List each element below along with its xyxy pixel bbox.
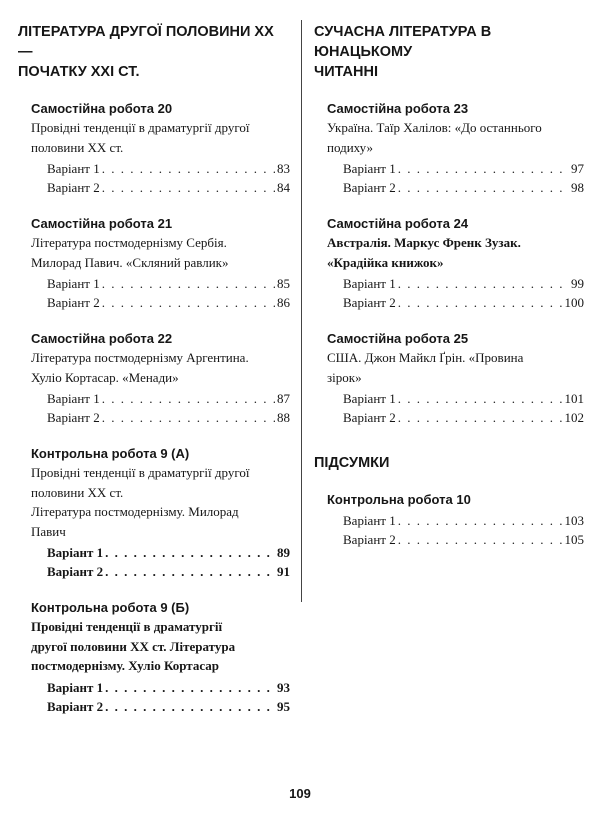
section-title-literature-xx-xxi [18, 22, 290, 82]
variant-list [47, 389, 290, 427]
entry-desc-line: половини XX ст. [31, 139, 124, 155]
dot-leader [398, 293, 563, 312]
toc-variant-link[interactable] [343, 389, 584, 408]
page-ref: 102 [564, 410, 584, 425]
entry-desc [31, 617, 290, 676]
toc-variant-link[interactable] [343, 274, 584, 293]
toc-variant-link[interactable] [343, 511, 584, 530]
dot-leader [105, 678, 275, 697]
entry-title: Контрольна робота 9 (А) [31, 446, 190, 461]
entry-title: Контрольна робота 10 [327, 492, 471, 507]
section-title-line: ЛІТЕРАТУРА ДРУГОЇ ПОЛОВИНИ XX — [18, 24, 274, 60]
entry-title: Самостійна робота 22 [31, 331, 173, 346]
page-ref: 86 [277, 295, 290, 310]
page-ref: 89 [277, 545, 290, 560]
toc-entry-independent-work-25 [327, 330, 584, 427]
variant-list [47, 274, 290, 312]
entry-desc-line: «Крадійка книжок» [327, 254, 444, 270]
page-ref: 88 [277, 410, 290, 425]
toc-entry-independent-work-22 [31, 330, 290, 427]
entry-desc-line: Австралія. Маркус Френк Зузак. [327, 235, 521, 250]
entry-desc-line: Хуліо Кортасар. «Менади» [31, 369, 179, 385]
variant-label: Варіант 2 [47, 698, 104, 714]
toc-variant-link[interactable] [47, 678, 290, 697]
toc-variant-link[interactable] [47, 159, 290, 178]
toc-variant-link[interactable] [47, 543, 290, 562]
variant-label: Варіант 1 [343, 161, 396, 176]
page-ref: 100 [564, 295, 584, 310]
page-ref: 99 [571, 276, 584, 291]
dot-leader [102, 389, 275, 408]
entry-desc-line: Література постмодернізму. Милорад [31, 504, 239, 519]
entry-desc [31, 233, 290, 272]
toc-variant-link[interactable] [47, 178, 290, 197]
entry-title: Самостійна робота 24 [327, 216, 469, 231]
entry-title: Контрольна робота 9 (Б) [31, 600, 190, 615]
page-ref: 105 [564, 532, 584, 547]
entry-desc-line: Павич [31, 523, 66, 539]
variant-label: Варіант 2 [343, 410, 396, 425]
variant-list [47, 159, 290, 197]
section-title-summary: ПІДСУМКИ [314, 455, 390, 471]
dot-leader [398, 159, 569, 178]
page-ref: 85 [277, 276, 290, 291]
entry-desc-line: Література постмодернізму Аргентина. [31, 350, 249, 365]
variant-list [343, 511, 584, 549]
page-ref: 101 [564, 391, 584, 406]
dot-leader [105, 562, 275, 581]
entry-desc [31, 463, 290, 541]
variant-label: Варіант 2 [47, 564, 104, 579]
toc-entry-test-10 [327, 491, 584, 549]
entry-desc-line: зірок» [327, 369, 362, 385]
entry-title: Самостійна робота 23 [327, 101, 469, 116]
variant-label: Варіант 1 [47, 545, 104, 560]
page-ref: 98 [571, 180, 584, 195]
page-ref: 93 [277, 679, 290, 695]
variant-label: Варіант 2 [343, 532, 396, 547]
toc-variant-link[interactable] [47, 562, 290, 581]
section-title-line: СУЧАСНА ЛІТЕРАТУРА В ЮНАЦЬКОМУ [314, 24, 492, 60]
variant-list [47, 678, 290, 716]
page-ref: 83 [277, 161, 290, 176]
toc-entry-independent-work-24 [327, 215, 584, 312]
dot-leader [102, 178, 275, 197]
toc-variant-link[interactable] [47, 274, 290, 293]
toc-entry-test-9b [31, 599, 290, 716]
dot-leader [398, 408, 563, 427]
variant-label: Варіант 2 [47, 410, 100, 425]
column-divider [301, 20, 302, 602]
entry-desc-line: другої половини XX ст. Література [31, 638, 236, 654]
toc-variant-link[interactable] [343, 159, 584, 178]
variant-label: Варіант 2 [47, 295, 100, 310]
entry-desc-line: США. Джон Майкл Ґрін. «Провина [327, 350, 524, 365]
toc-variant-link[interactable] [47, 389, 290, 408]
entry-desc-line: Література постмодернізму Сербія. [31, 235, 227, 250]
toc-entry-independent-work-23 [327, 100, 584, 197]
page-ref: 97 [571, 161, 584, 176]
entry-title: Самостійна робота 21 [31, 216, 173, 231]
entry-desc-line: половини XX ст. [31, 484, 124, 500]
variant-label: Варіант 1 [47, 276, 100, 291]
section-title-line: ПОЧАТКУ XXI СТ. [18, 64, 140, 80]
page-ref: 103 [564, 513, 584, 528]
dot-leader [398, 178, 569, 197]
variant-list [343, 159, 584, 197]
dot-leader [105, 543, 275, 562]
variant-label: Варіант 1 [47, 391, 100, 406]
entry-desc-line: постмодернізму. Хуліо Кортасар [31, 658, 219, 673]
variant-list [343, 389, 584, 427]
toc-entry-independent-work-20 [31, 100, 290, 197]
page-ref: 91 [277, 564, 290, 579]
entry-title: Самостійна робота 20 [31, 101, 173, 116]
dot-leader [398, 389, 563, 408]
variant-label: Варіант 1 [47, 161, 100, 176]
toc-variant-link[interactable] [343, 293, 584, 312]
toc-variant-link[interactable] [47, 697, 290, 716]
dot-leader [102, 274, 275, 293]
dot-leader [398, 511, 563, 530]
toc-variant-link[interactable] [343, 408, 584, 427]
toc-variant-link[interactable] [343, 178, 584, 197]
dot-leader [398, 530, 563, 549]
variant-label: Варіант 2 [47, 180, 100, 195]
toc-entry-test-9a [31, 445, 290, 581]
entry-desc [327, 233, 584, 272]
entry-desc-line: Провідні тенденції в драматургії другої [31, 465, 250, 480]
variant-label: Варіант 1 [343, 391, 396, 406]
page-ref: 87 [277, 391, 290, 406]
variant-list [47, 543, 290, 581]
variant-label: Варіант 1 [47, 679, 104, 695]
variant-label: Варіант 1 [343, 276, 396, 291]
entry-desc-line: подиху» [327, 139, 373, 155]
toc-variant-link[interactable] [47, 293, 290, 312]
entry-desc [327, 348, 584, 387]
dot-leader [398, 274, 569, 293]
variant-label: Варіант 2 [343, 180, 396, 195]
toc-variant-link[interactable] [343, 530, 584, 549]
variant-list [343, 274, 584, 312]
right-column [314, 22, 584, 567]
entry-desc-line: Провідні тенденції в драматургії [31, 619, 223, 634]
entry-desc [31, 348, 290, 387]
page-number: 109 [289, 786, 311, 801]
entry-desc-line: Милорад Павич. «Скляний равлик» [31, 254, 229, 270]
variant-label: Варіант 1 [343, 513, 396, 528]
page-ref: 84 [277, 180, 290, 195]
variant-label: Варіант 2 [343, 295, 396, 310]
toc-entry-independent-work-21 [31, 215, 290, 312]
section-title-line: ЧИТАННІ [314, 64, 378, 80]
dot-leader [102, 408, 275, 427]
page-ref: 95 [277, 698, 290, 714]
toc-variant-link[interactable] [47, 408, 290, 427]
dot-leader [102, 159, 275, 178]
dot-leader [102, 293, 275, 312]
entry-desc [31, 118, 290, 157]
entry-desc [327, 118, 584, 157]
left-column [18, 22, 290, 734]
dot-leader [105, 697, 275, 716]
entry-desc-line: Провідні тенденції в драматургії другої [31, 120, 250, 135]
entry-title: Самостійна робота 25 [327, 331, 469, 346]
section-title-modern-youth-literature [314, 22, 584, 82]
entry-desc-line: Україна. Таїр Халілов: «До останнього [327, 120, 542, 135]
